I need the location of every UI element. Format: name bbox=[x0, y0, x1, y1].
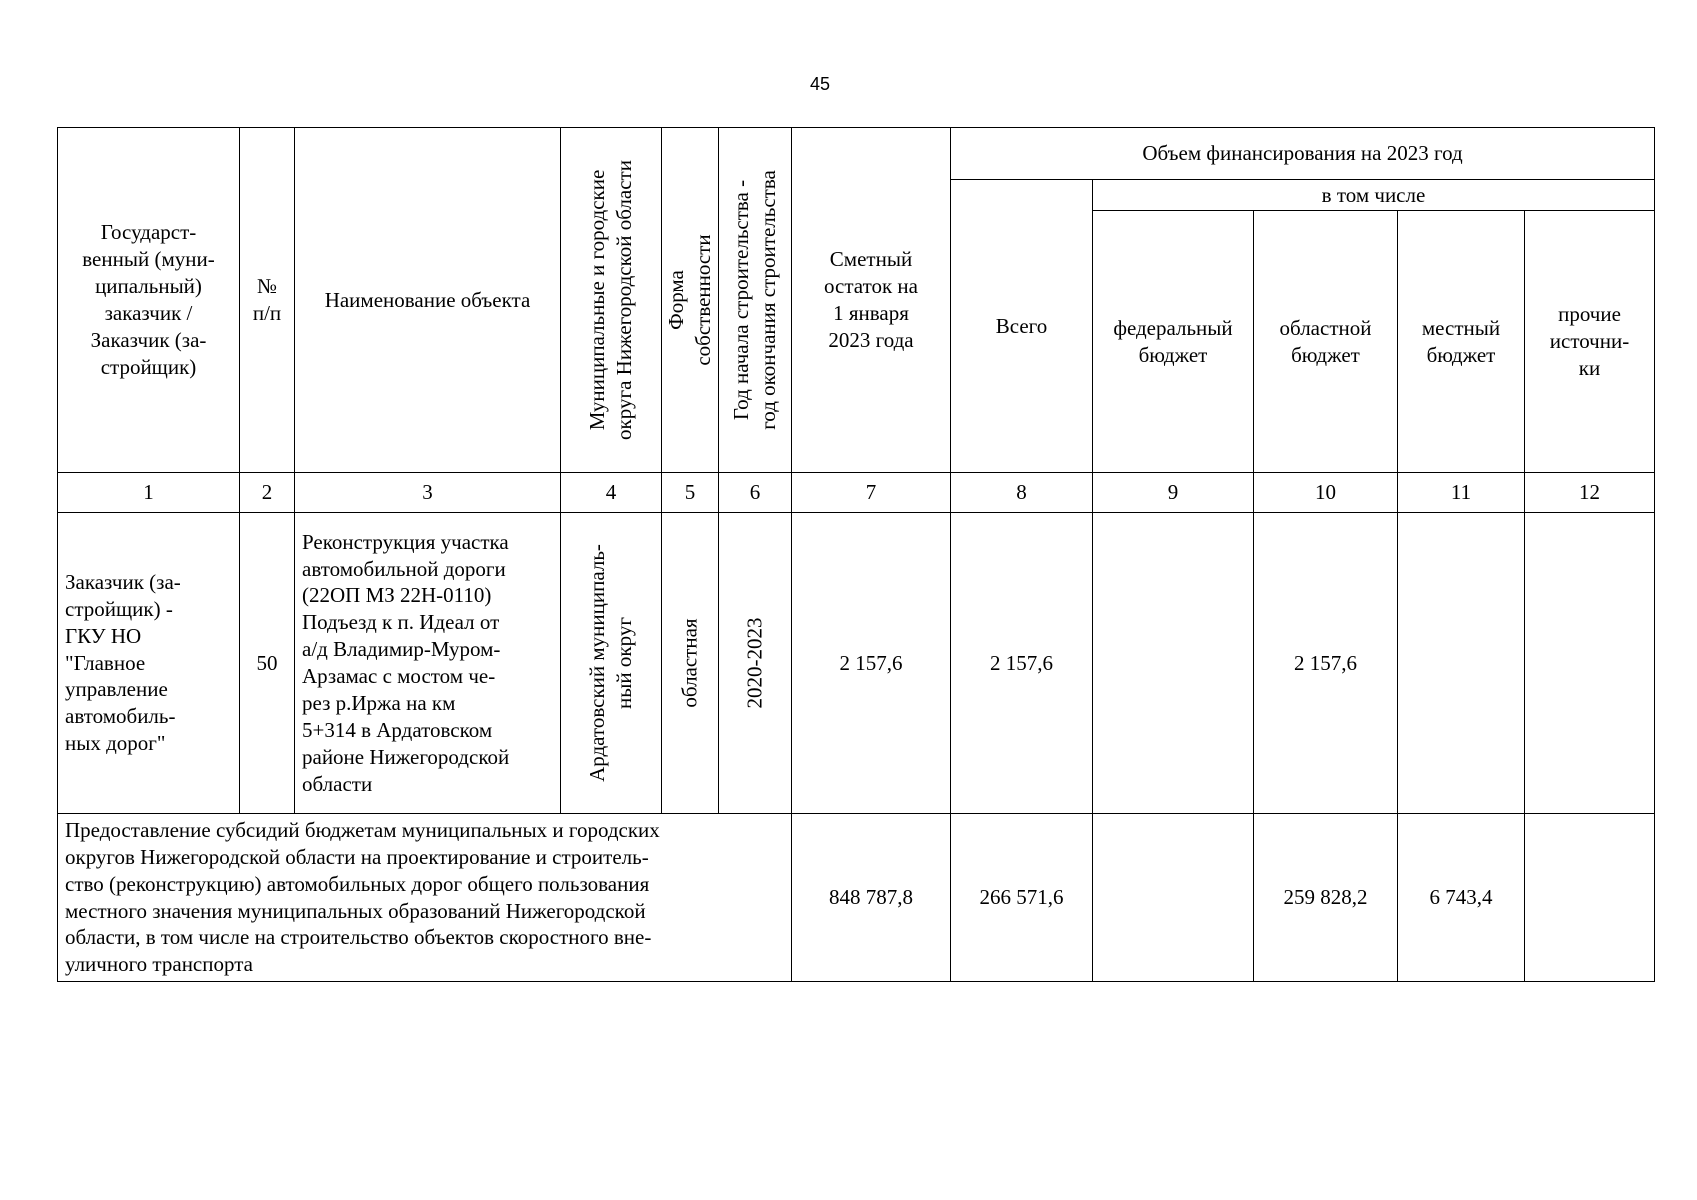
column-number: 3 bbox=[295, 473, 561, 513]
row-district: Ардатовский муниципаль- ный округ bbox=[561, 513, 662, 814]
page-number: 45 bbox=[809, 74, 831, 94]
column-number: 7 bbox=[792, 473, 951, 513]
row-local bbox=[1398, 513, 1525, 814]
header-ownership: Форма собственности bbox=[662, 128, 719, 473]
header-object-name: Наименование объекта bbox=[295, 128, 561, 473]
header-customer: Государст- венный (муни- ципальный) заказчик / Заказчик (за- стройщик) bbox=[58, 128, 240, 473]
subsidy-description: Предоставление субсидий бюджетам муниципальных и городских округов Нижегородской области на проектирование и строитель- ство (реконструкцию) автомобильных дорог общего пользования местного значения муниципальных образований Нижегородской области, в том числе на строительство объектов скоростного вне- уличного транспорта bbox=[58, 814, 792, 982]
column-number: 5 bbox=[662, 473, 719, 513]
header-federal: федеральный бюджет bbox=[1093, 211, 1254, 473]
column-number: 12 bbox=[1525, 473, 1655, 513]
column-number: 2 bbox=[240, 473, 295, 513]
column-number: 8 bbox=[951, 473, 1093, 513]
header-row-number: № п/п bbox=[240, 128, 295, 473]
financing-table bbox=[57, 127, 1655, 982]
row-ownership: областная bbox=[662, 513, 719, 814]
subsidy-federal bbox=[1093, 814, 1254, 982]
subsidy-regional: 259 828,2 bbox=[1254, 814, 1398, 982]
column-number: 10 bbox=[1254, 473, 1398, 513]
subsidy-row bbox=[58, 814, 1655, 982]
row-regional: 2 157,6 bbox=[1254, 513, 1398, 814]
subsidy-local: 6 743,4 bbox=[1398, 814, 1525, 982]
header-funding-title: Объем финансирования на 2023 год bbox=[951, 128, 1655, 180]
row-number: 50 bbox=[240, 513, 295, 814]
row-federal bbox=[1093, 513, 1254, 814]
subsidy-other bbox=[1525, 814, 1655, 982]
header-total: Всего bbox=[951, 180, 1093, 473]
header-regional: областной бюджет bbox=[1254, 211, 1398, 473]
header-including: в том числе bbox=[1093, 180, 1655, 211]
column-number: 4 bbox=[561, 473, 662, 513]
row-total: 2 157,6 bbox=[951, 513, 1093, 814]
subsidy-total: 266 571,6 bbox=[951, 814, 1093, 982]
row-object-name: Реконструкция участка автомобильной дороги (22ОП МЗ 22Н-0110) Подъезд к п. Идеал от а/д Владимир-Муром- Арзамас с мостом че- рез р.Иржа на км 5+314 в Ардатовском районе Нижегородской области bbox=[295, 513, 561, 814]
column-number: 9 bbox=[1093, 473, 1254, 513]
header-other: прочие источни- ки bbox=[1525, 211, 1655, 473]
row-estimate: 2 157,6 bbox=[792, 513, 951, 814]
row-customer: Заказчик (за- стройщик) - ГКУ НО "Главное управление автомобиль- ных дорог" bbox=[58, 513, 240, 814]
column-number: 1 bbox=[58, 473, 240, 513]
header-district: Муниципальные и городские округа Нижегородской области bbox=[561, 128, 662, 473]
header-estimate: Сметный остаток на 1 января 2023 года bbox=[792, 128, 951, 473]
column-number: 6 bbox=[719, 473, 792, 513]
subsidy-estimate: 848 787,8 bbox=[792, 814, 951, 982]
row-years: 2020-2023 bbox=[719, 513, 792, 814]
header-local: местный бюджет bbox=[1398, 211, 1525, 473]
column-number: 11 bbox=[1398, 473, 1525, 513]
row-other bbox=[1525, 513, 1655, 814]
column-numbers-row bbox=[58, 473, 1655, 513]
table-row bbox=[58, 513, 1655, 814]
header-years: Год начала строительства - год окончания строительства bbox=[719, 128, 792, 473]
